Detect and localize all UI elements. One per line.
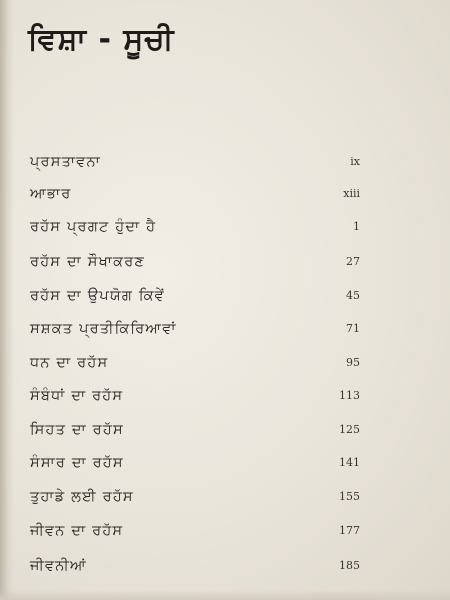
toc-entry: [30, 384, 360, 408]
toc-entry: [30, 519, 360, 543]
toc-entry-page-number: 27: [346, 255, 360, 268]
toc-entry-page-number: 113: [339, 389, 360, 402]
toc-entry-page-number: 155: [339, 490, 360, 503]
toc-entry-title: ਸਿਹਤ ਦਾ ਰਹੱਸ: [30, 422, 124, 438]
toc-entry-title: ਰਹੱਸ ਦਾ ਉਪਯੋਗ ਕਿਵੇਂ: [30, 288, 165, 304]
toc-entry-title: ਪ੍ਰਸਤਾਵਨਾ: [30, 154, 101, 170]
toc-entry: [30, 351, 360, 375]
toc-entry: [30, 317, 360, 341]
toc-entry-page-number: xiii: [343, 187, 360, 200]
toc-entry: [30, 418, 360, 442]
toc-entry-page-number: 125: [339, 423, 360, 436]
toc-entry-title: ਧਨ ਦਾ ਰਹੱਸ: [30, 355, 109, 371]
page-title: ਵਿਸ਼ਾ - ਸੂਚੀ: [28, 22, 175, 57]
toc-entry: [30, 284, 360, 308]
toc-entry: [30, 182, 360, 206]
toc-entry-title: ਸਸ਼ਕਤ ਪ੍ਰਤੀਕਿਰਿਆਵਾਂ: [30, 321, 177, 337]
toc-entry: [30, 215, 360, 239]
page-spine-shadow: [0, 0, 14, 600]
toc-entry-page-number: 71: [346, 322, 360, 335]
toc-entry-title: ਜੀਵਨੀਆਂ: [30, 558, 87, 574]
toc-entry: [30, 451, 360, 475]
toc-entry: [30, 250, 360, 274]
toc-entry: [30, 554, 360, 578]
toc-entry-title: ਰਹੱਸ ਦਾ ਸੌਖਾਕਰਣ: [30, 254, 146, 270]
toc-entry-page-number: 45: [346, 289, 360, 302]
toc-entry-page-number: 177: [339, 524, 360, 537]
toc-entry-title: ਤੁਹਾਡੇ ਲਈ ਰਹੱਸ: [30, 489, 134, 505]
toc-entry-page-number: 141: [339, 456, 360, 469]
page-bottom-edge: [0, 590, 450, 600]
toc-entry-page-number: 1: [353, 220, 360, 233]
toc-entry-title: ਜੀਵਨ ਦਾ ਰਹੱਸ: [30, 523, 124, 539]
toc-entry-title: ਆਭਾਰ: [30, 186, 72, 202]
toc-entry-page-number: 185: [339, 559, 360, 572]
toc-entry-title: ਸੰਸਾਰ ਦਾ ਰਹੱਸ: [30, 455, 124, 471]
toc-entry-page-number: ix: [350, 155, 360, 168]
toc-entry-title: ਰਹੱਸ ਪ੍ਰਗਟ ਹੁੰਦਾ ਹੈ: [30, 219, 157, 235]
toc-entry: [30, 485, 360, 509]
toc-entry-page-number: 95: [346, 356, 360, 369]
toc-entry: [30, 150, 360, 174]
toc-entry-title: ਸੰਬੰਧਾਂ ਦਾ ਰਹੱਸ: [30, 388, 124, 404]
